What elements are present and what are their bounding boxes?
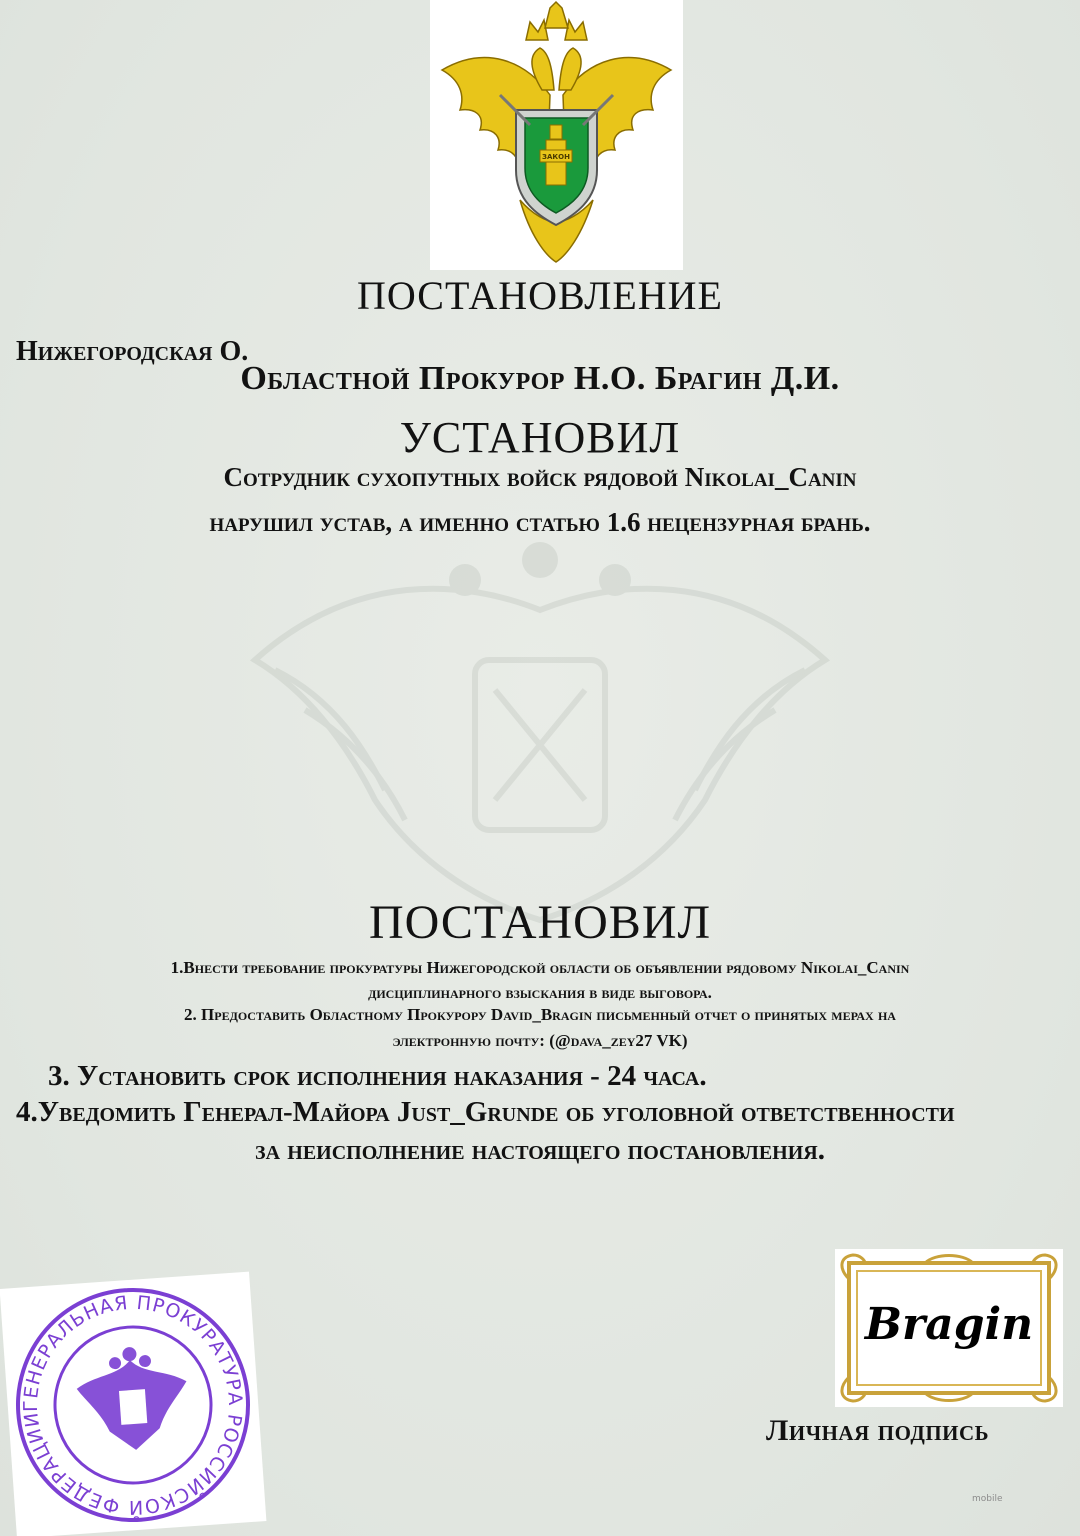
eagle-emblem-icon xyxy=(430,0,683,270)
emblem-shield-text: ЗАКОН xyxy=(542,153,570,161)
prosecutor-name: Областной Прокурор Н.О. Брагин Д.И. xyxy=(240,360,840,397)
item-4-line-1: 4.Уведомить Генерал-Майора Just_Grunde об уголовной ответственности xyxy=(16,1096,955,1128)
item-4-line-2: за неисполнение настоящего постановления. xyxy=(255,1134,825,1166)
signature-label: Личная подпись xyxy=(766,1414,990,1447)
established-line-1: Сотрудник сухопутных войск рядовой Nikolai_Canin xyxy=(223,462,857,492)
item-3: 3. Установить срок исполнения наказания - 24 часа. xyxy=(48,1060,707,1092)
item-1-line-2: дисциплинарного взыскания в виде выговора. xyxy=(368,983,712,1002)
established-line-2: нарушил устав, а именно статью 1.6 нецензурная брань. xyxy=(209,507,871,537)
established-heading: УСТАНОВИЛ xyxy=(399,413,681,462)
item-2-line-2: электронную почту: (@dava_zey27 VK) xyxy=(392,1031,688,1050)
region-label: Нижегородская О. xyxy=(16,336,249,367)
brand-watermark: mobile xyxy=(972,1494,1003,1504)
stamp-seal-icon xyxy=(0,1272,266,1536)
ruled-heading: ПОСТАНОВИЛ xyxy=(368,896,712,949)
document-title: ПОСТАНОВЛЕНИЕ xyxy=(357,273,723,318)
signature-name: Bragin xyxy=(864,1299,1034,1350)
item-1-line-1: 1.Внести требование прокуратуры Нижегородской области об объявлении рядовому Nikolai_Canin xyxy=(170,958,910,977)
stamp-text: ГЕНЕРАЛЬНАЯ ПРОКУРАТУРА РОССИЙСКОЙ ФЕДЕРАЦИИ xyxy=(19,1291,247,1519)
signature-frame xyxy=(835,1249,1063,1407)
official-stamp xyxy=(0,1272,266,1536)
item-2-line-1: 2. Предоставить Областному Прокурору David_Bragin письменный отчет о принятых мерах на xyxy=(184,1005,896,1024)
prosecutor-emblem xyxy=(430,0,683,270)
